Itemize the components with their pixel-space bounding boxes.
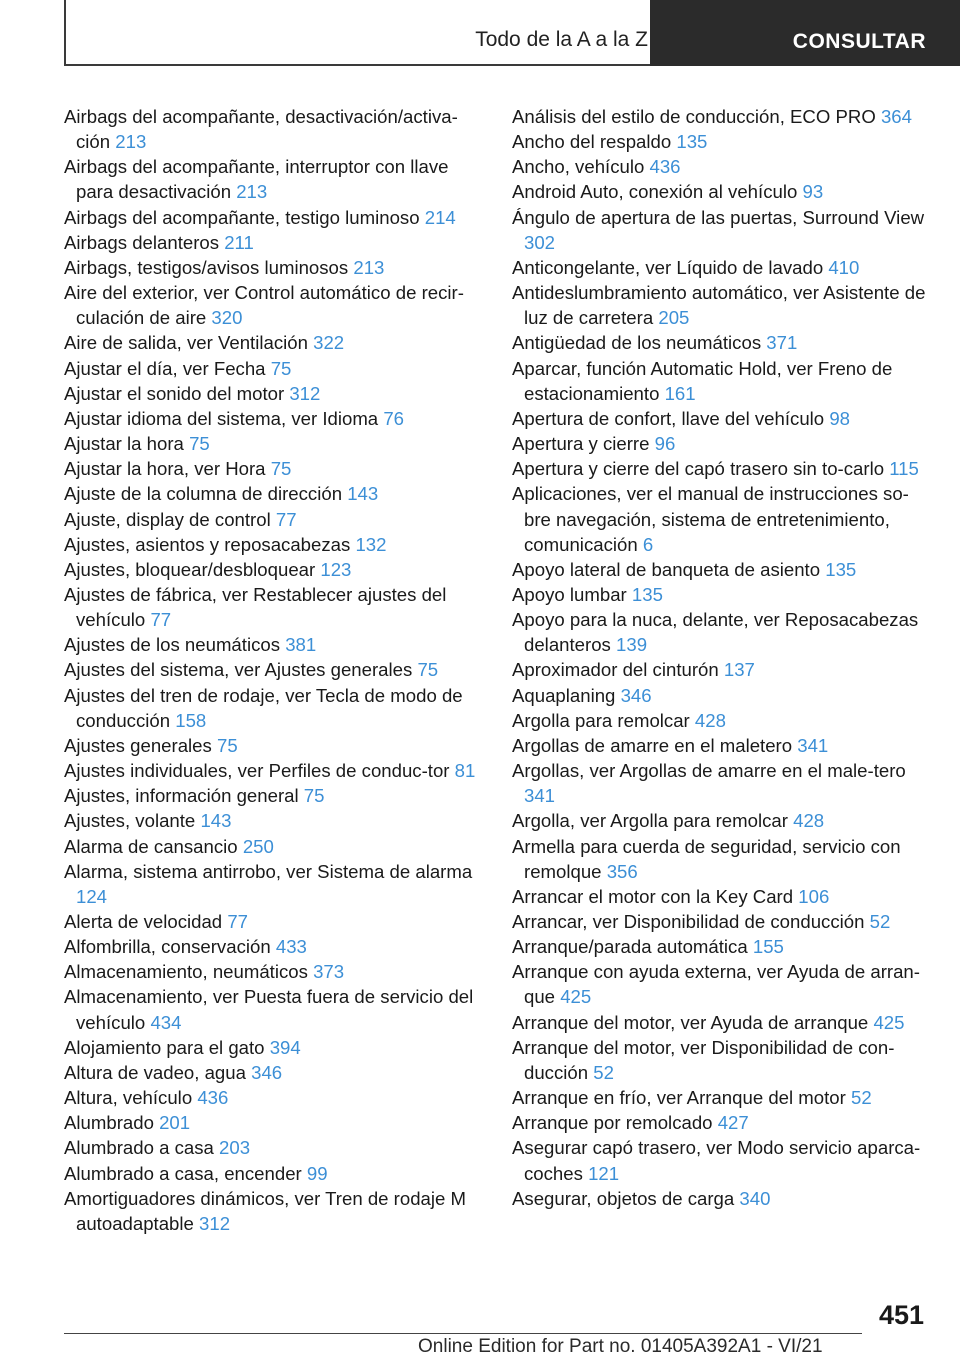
index-entry-text: Apertura de confort, llave del vehículo: [512, 407, 825, 429]
page-link[interactable]: 132: [355, 533, 387, 555]
index-entry-text: Armella para cuerda de seguridad, servicio con remolque: [512, 835, 901, 882]
index-column-left: [64, 104, 486, 1236]
index-entry-text: Argollas de amarre en el maletero: [512, 734, 793, 756]
index-entry-text: Aire del exterior, ver Control automático de recir-culación de aire: [64, 282, 464, 329]
index-entry-text: Apertura y cierre del capó trasero sin to-carlo: [512, 458, 885, 480]
page-link[interactable]: 77: [275, 508, 297, 530]
index-entry-text: Alfombrilla, conservación: [64, 936, 271, 958]
index-entry: [64, 683, 486, 733]
consultar-tab-label: CONSULTAR: [792, 30, 926, 53]
index-entry: [64, 406, 486, 431]
index-entry: [64, 834, 486, 859]
index-entry-text: Airbags del acompañante, interruptor con llave para desactivación: [64, 156, 449, 203]
index-entry: [64, 330, 486, 355]
page-link[interactable]: 427: [717, 1112, 749, 1134]
index-entry-text: Ajustar la hora: [64, 433, 184, 455]
page-link[interactable]: 81: [454, 760, 476, 782]
page-link[interactable]: 135: [825, 558, 857, 580]
index-entry-text: Argollas, ver Argollas de amarre en el male-tero: [512, 760, 906, 782]
index-entry-text: Ajustes de los neumáticos: [64, 634, 281, 656]
page-link[interactable]: 394: [269, 1036, 301, 1058]
index-entry: [64, 984, 486, 1034]
index-entry-text: Arranque en frío, ver Arranque del motor: [512, 1087, 846, 1109]
index-entry: [64, 657, 486, 682]
page-link[interactable]: 213: [353, 256, 385, 278]
index-entry-text: Aquaplaning: [512, 684, 616, 706]
index-entry: [64, 104, 486, 154]
index-entry-text: Antideslumbramiento automático, ver Asistente de luz de carretera: [512, 282, 926, 329]
index-entry: [64, 356, 486, 381]
index-entry: [64, 205, 486, 230]
page-link[interactable]: 312: [199, 1212, 231, 1234]
index-entry: [64, 532, 486, 557]
page-link[interactable]: 205: [658, 307, 690, 329]
page-link[interactable]: 373: [313, 961, 345, 983]
page-link[interactable]: 320: [211, 307, 243, 329]
index-entry: [512, 406, 932, 431]
index-entry: [64, 959, 486, 984]
page-link[interactable]: 121: [588, 1162, 620, 1184]
index-entry-text: Ajustes, volante: [64, 810, 196, 832]
index-entry: [512, 708, 932, 733]
page-link[interactable]: 124: [76, 885, 108, 907]
index-entry-text: Ajustes individuales, ver Perfiles de conduc-tor: [64, 760, 450, 782]
page-link[interactable]: 99: [306, 1162, 328, 1184]
index-entry-text: Arranque del motor, ver Ayuda de arranque: [512, 1011, 869, 1033]
index-entry-text: Airbags del acompañante, desactivación/activa-ción: [64, 106, 458, 153]
index-entry: [512, 330, 932, 355]
index-entry-text: Arranque/parada automática: [512, 936, 748, 958]
index-entry-text: Alerta de velocidad: [64, 911, 223, 932]
index-entry-text: Alojamiento para el gato: [64, 1036, 265, 1058]
edition-text: Online Edition for Part no. 01405A392A1 - VI/21: [418, 1336, 823, 1357]
index-entry-text: Apoyo lateral de banqueta de asiento: [512, 558, 821, 580]
index-entry-text: Antigüedad de los neumáticos: [512, 332, 762, 354]
index-entry: [512, 934, 932, 959]
index-entry-text: Ángulo de apertura de las puertas, Surround View: [512, 206, 925, 228]
index-entry: [512, 834, 932, 884]
index-entry-text: Arrancar, ver Disponibilidad de conducción: [512, 911, 865, 932]
index-entry: [64, 431, 486, 456]
index-entry-text: Ajuste de la columna de dirección: [64, 483, 343, 505]
page-link[interactable]: 436: [197, 1087, 229, 1109]
index-entry-text: Ajustar el día, ver Fecha: [64, 357, 266, 379]
index-entry: [64, 934, 486, 959]
index-entry: [64, 582, 486, 632]
index-entry: [64, 381, 486, 406]
index-entry-text: Ajuste, display de control: [64, 508, 271, 530]
index-entry-text: Ajustar idioma del sistema, ver Idioma: [64, 407, 379, 429]
index-entry: [512, 179, 932, 204]
index-entry: [512, 1035, 932, 1085]
index-entry-text: Airbags del acompañante, testigo luminoso: [64, 206, 420, 228]
index-entry-text: Airbags delanteros: [64, 231, 220, 253]
page-link[interactable]: 346: [620, 684, 652, 706]
index-entry-text: Ajustes, asientos y reposacabezas: [64, 533, 351, 555]
index-entry: [512, 1135, 932, 1185]
page-link[interactable]: 434: [150, 1011, 182, 1033]
index-entry: [64, 758, 486, 783]
index-entry: [512, 1110, 932, 1135]
index-entry-text: Ancho, vehículo: [512, 156, 645, 178]
page-number: 451: [878, 1300, 924, 1330]
page-link[interactable]: 425: [560, 986, 592, 1008]
index-entry: [512, 607, 932, 657]
page-link[interactable]: 155: [752, 936, 784, 958]
index-entry-text: Ajustes generales: [64, 734, 212, 756]
index-entry: [512, 909, 932, 934]
index-entry: [512, 582, 932, 607]
page-link[interactable]: 250: [242, 835, 274, 857]
index-entry-text: Ajustes del sistema, ver Ajustes generales: [64, 659, 413, 681]
page-link[interactable]: 106: [798, 885, 830, 907]
page-link[interactable]: 340: [739, 1187, 771, 1209]
index-entry-text: Ancho del respaldo: [512, 131, 672, 153]
page-link[interactable]: 96: [654, 433, 676, 455]
page-link[interactable]: 341: [524, 785, 556, 807]
index-entry-text: Arrancar el motor con la Key Card: [512, 885, 794, 907]
page-link[interactable]: 137: [723, 659, 755, 681]
index-entry: [512, 356, 932, 406]
index-entry-text: Arranque por remolcado: [512, 1112, 713, 1134]
index-entry-text: Ajustar el sonido del motor: [64, 382, 285, 404]
index-entry-text: Argolla, ver Argolla para remolcar: [512, 810, 788, 832]
index-entry: [512, 255, 932, 280]
page-link[interactable]: 75: [216, 734, 238, 756]
index-entry: [64, 154, 486, 204]
page-link[interactable]: 211: [224, 231, 254, 253]
page-link[interactable]: 302: [524, 231, 556, 253]
page-link[interactable]: 75: [417, 659, 439, 681]
page-link[interactable]: 436: [649, 156, 681, 178]
index-entry: [64, 230, 486, 255]
index-entry: [512, 280, 932, 330]
index-entry-text: Ajustes del tren de rodaje, ver Tecla de modo de conducción: [64, 684, 463, 731]
footer-rule: [64, 1333, 862, 1334]
page-link[interactable]: 161: [664, 382, 696, 404]
index-entry: [512, 1085, 932, 1110]
index-entry-text: Argolla para remolcar: [512, 709, 690, 731]
index-entry: [64, 280, 486, 330]
index-entry: [64, 255, 486, 280]
page-link[interactable]: 158: [175, 709, 207, 731]
index-entry-text: Anticongelante, ver Líquido de lavado: [512, 256, 824, 278]
index-entry-text: Alumbrado a casa, encender: [64, 1162, 302, 1184]
page-link[interactable]: 75: [270, 357, 292, 379]
page-link[interactable]: 139: [616, 634, 648, 656]
page-link[interactable]: 213: [115, 131, 147, 153]
index-entry-text: Alarma, sistema antirrobo, ver Sistema de alarma: [64, 860, 473, 882]
page-link[interactable]: 341: [797, 734, 829, 756]
page-link[interactable]: 201: [159, 1112, 191, 1134]
index-entry-text: Análisis del estilo de conducción, ECO PRO: [512, 106, 876, 127]
index-entry-text: Arranque con ayuda externa, ver Ayuda de arran-que: [512, 961, 920, 1008]
index-entry: [64, 733, 486, 758]
consultar-tab[interactable]: [650, 0, 960, 66]
page-link[interactable]: 6: [642, 533, 654, 555]
index-entry: [512, 129, 932, 154]
index-entry-text: Airbags, testigos/avisos luminosos: [64, 256, 349, 278]
index-entry: [512, 959, 932, 1009]
index-entry: [64, 456, 486, 481]
index-entry-text: Apoyo para la nuca, delante, ver Reposacabezas delanteros: [512, 609, 919, 656]
index-entry: [512, 1010, 932, 1035]
index-entry-text: Almacenamiento, neumáticos: [64, 961, 308, 983]
page-link[interactable]: 312: [289, 382, 321, 404]
index-entry-text: Alumbrado a casa: [64, 1137, 214, 1159]
index-entry-text: Almacenamiento, ver Puesta fuera de servicio del vehículo: [64, 986, 474, 1033]
index-entry-text: Aire de salida, ver Ventilación: [64, 332, 308, 354]
page-link[interactable]: 410: [828, 256, 860, 278]
index-entry-text: Asegurar capó trasero, ver Modo servicio aparca-coches: [512, 1137, 921, 1184]
index-entry: [64, 557, 486, 582]
index-entry: [64, 1085, 486, 1110]
page-link[interactable]: 428: [694, 709, 726, 731]
index-entry-text: Altura, vehículo: [64, 1087, 193, 1109]
page-link[interactable]: 425: [873, 1011, 905, 1033]
index-entry: [64, 1060, 486, 1085]
index-entry-text: Aplicaciones, ver el manual de instrucciones so-bre navegación, sistema de entretenimiento, comunicación: [512, 483, 909, 555]
index-entry: [512, 884, 932, 909]
page-link[interactable]: 356: [606, 860, 638, 882]
index-entry-text: Alumbrado: [64, 1112, 154, 1134]
index-entry: [512, 657, 932, 682]
index-entry: [64, 481, 486, 506]
page-link[interactable]: 77: [150, 609, 172, 631]
section-title: Todo de la A a la Z: [475, 28, 648, 51]
page-link[interactable]: 143: [347, 483, 379, 505]
index-entry-text: Apoyo lumbar: [512, 583, 627, 605]
page-link[interactable]: 77: [227, 911, 249, 932]
page-link[interactable]: 76: [383, 407, 405, 429]
page-link[interactable]: 52: [593, 1061, 614, 1083]
page-link[interactable]: 143: [200, 810, 232, 832]
index-entry: [64, 909, 486, 934]
page-link[interactable]: 322: [313, 332, 345, 354]
index-entry: [64, 808, 486, 833]
page-link[interactable]: 203: [219, 1137, 251, 1159]
index-entry-text: Ajustes, bloquear/desbloquear: [64, 558, 316, 580]
page-link[interactable]: 135: [631, 583, 663, 605]
index-entry: [512, 154, 932, 179]
page-link[interactable]: 75: [270, 458, 292, 480]
page-link[interactable]: 371: [766, 332, 798, 354]
index-entry: [512, 683, 932, 708]
index-entry: [64, 783, 486, 808]
index-column-right: [512, 104, 932, 1211]
index-entry: [512, 456, 932, 481]
index-entry: [512, 481, 932, 556]
page-link[interactable]: 428: [793, 810, 825, 832]
index-entry-text: Arranque del motor, ver Disponibilidad de con-ducción: [512, 1036, 895, 1083]
index-entry-text: Android Auto, conexión al vehículo: [512, 181, 798, 203]
index-entry-text: Ajustes, información general: [64, 785, 299, 807]
index-entry: [64, 1035, 486, 1060]
index-entry-text: Apertura y cierre: [512, 433, 650, 455]
page-link[interactable]: 346: [251, 1061, 283, 1083]
index-entry-text: Aproximador del cinturón: [512, 659, 719, 681]
index-entry: [512, 758, 932, 808]
index-entry: [64, 632, 486, 657]
page-link[interactable]: 93: [802, 181, 824, 203]
page-link[interactable]: 381: [285, 634, 317, 656]
index-entry: [512, 104, 932, 129]
index-entry-text: Alarma de cansancio: [64, 835, 238, 857]
index-entry: [64, 1135, 486, 1160]
index-entry-text: Aparcar, función Automatic Hold, ver Freno de estacionamiento: [512, 357, 893, 404]
page-link[interactable]: 433: [275, 936, 307, 958]
page-link[interactable]: 52: [869, 911, 891, 932]
index-entry-text: Altura de vadeo, agua: [64, 1061, 246, 1083]
page-link[interactable]: 115: [889, 458, 919, 480]
header-bottom-rule: [64, 64, 650, 66]
index-entry: [64, 1161, 486, 1186]
index-entry-text: Asegurar, objetos de carga: [512, 1187, 735, 1209]
page-link[interactable]: 98: [829, 407, 851, 429]
index-entry: [64, 1186, 486, 1236]
index-entry: [512, 733, 932, 758]
index-entry-text: Amortiguadores dinámicos, ver Tren de rodaje M autoadaptable: [64, 1187, 467, 1234]
index-entry: [512, 808, 932, 833]
index-entry: [64, 1110, 486, 1135]
index-entry: [64, 507, 486, 532]
page-link[interactable]: 364: [880, 106, 912, 127]
page-link[interactable]: 214: [424, 206, 456, 228]
header-left-rule: [64, 0, 66, 66]
index-entry-text: Ajustes de fábrica, ver Restablecer ajustes del vehículo: [64, 583, 447, 631]
page-link[interactable]: 75: [303, 785, 325, 807]
page-link[interactable]: 52: [851, 1087, 872, 1109]
page-link[interactable]: 213: [236, 181, 268, 203]
index-entry: [512, 1186, 932, 1211]
index-entry-text: Ajustar la hora, ver Hora: [64, 458, 266, 480]
index-entry: [64, 859, 486, 909]
page-link[interactable]: 75: [189, 433, 210, 455]
index-entry: [512, 557, 932, 582]
page-link[interactable]: 135: [676, 131, 708, 153]
page-link[interactable]: 123: [320, 558, 352, 580]
index-entry: [512, 205, 932, 255]
index-entry: [512, 431, 932, 456]
